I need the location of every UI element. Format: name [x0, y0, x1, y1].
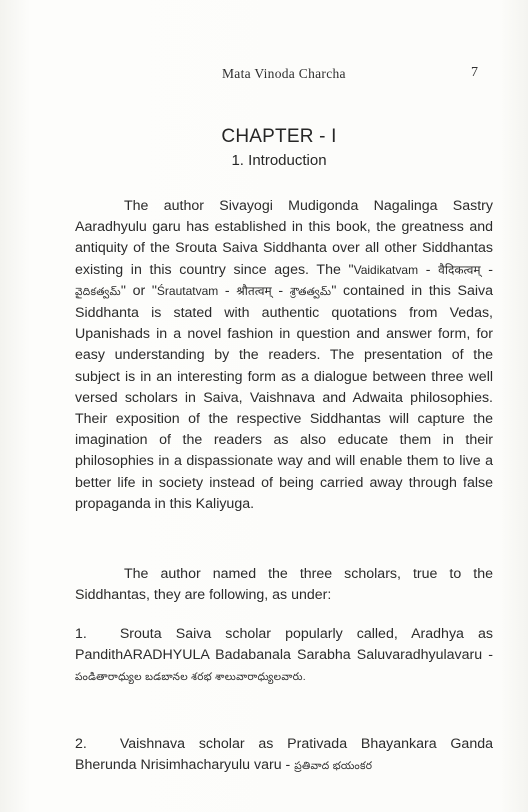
term-telugu-srautatvam: శ్రౌతత్వమ్ — [289, 285, 332, 298]
dash: - — [480, 261, 493, 278]
chapter-title: CHAPTER - I — [221, 126, 337, 147]
list-item — [75, 624, 493, 689]
list-item-telugu: పండితారాధ్యుల బడబానల శరభ శాలువారాధ్యులవారు. — [75, 671, 307, 684]
list-item-text: Srouta Saiva scholar popularly called, Aradhya as PandithARADHYULA Badabanala Sarabha Saluvaradhyulavaru - — [75, 626, 493, 664]
list-item-number: 2. — [75, 736, 87, 752]
term-devanagari-vaidikatvam: वैदिकत्वम् — [438, 262, 481, 277]
term-vaidikatvam: Vaidikatvam — [353, 262, 419, 277]
paragraph-scholars-intro — [75, 564, 493, 606]
paragraph-introduction — [75, 196, 493, 515]
list-item — [75, 734, 493, 777]
list-item-telugu: ప్రతివాద భయంకర — [294, 760, 373, 773]
term-srautatvam: Śrautatvam — [156, 283, 219, 298]
paragraph-text: " contained in this Saiva Siddhanta is stated with authentic quotations from Vedas, Upanishads in a novel fashion in question and answer form, for easy understanding by the readers. The presentation of the subject is in an interesting form as a dialogue between three well versed scholars in Saiva, Vaishnava and Adwaita philosophies. Their exposition of the respective Siddhantas will capture the imagination of the readers as also educate them in their philosophies in a dispassionate way and will enable them to live a better life in society instead of being carried away through false propaganda in this Kaliyuga. — [75, 282, 494, 512]
list-item-number: 1. — [75, 626, 87, 642]
quote: " — [151, 282, 157, 299]
page-number: 7 — [471, 65, 478, 80]
dash: - — [271, 282, 290, 299]
paragraph-text: " or — [120, 282, 146, 299]
dash: - — [418, 261, 439, 278]
dash: - — [218, 282, 237, 299]
paragraph-text: The author Sivayogi Mudigonda Nagalinga Sastry Aaradhyulu garu has established in this book, the greatness and antiquity of the Srouta Saiva Siddhanta over all other Siddhantas existing in this country since ages. The " — [75, 198, 493, 278]
term-telugu-vaidikatvam: వైదికత్వమ్ — [75, 285, 121, 298]
list-item-text: Vaishnava scholar as Prativada Bhayankara Ganda Bherunda Nrisimhacharyulu varu - — [75, 736, 493, 774]
running-title: Mata Vinoda Charcha — [222, 66, 346, 81]
term-devanagari-srautatvam: श्रौतत्वम् — [236, 283, 272, 298]
paragraph-text: The author named the three scholars, true to the Siddhantas, they are following, as under: — [75, 566, 493, 604]
section-title: 1. Introduction — [231, 152, 327, 169]
running-head — [0, 66, 528, 86]
